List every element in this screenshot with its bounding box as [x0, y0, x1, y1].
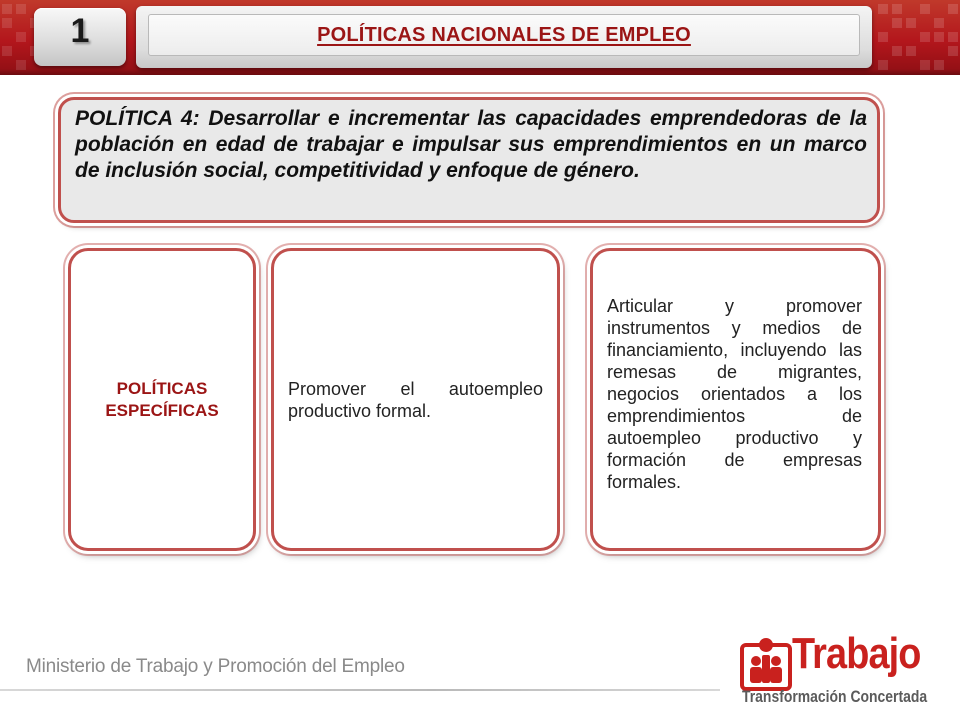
card-financing [590, 248, 881, 551]
card-text: Articular y promover instrumentos y medios de financiamiento, incluyendo las remesas de migrantes, negocios orientados a los emprendimientos de autoempleo productivo y formación de empresas formales. [607, 295, 862, 492]
ministry-name: Ministerio de Trabajo y Promoción del Empleo [26, 656, 405, 677]
people-figures-icon [738, 637, 794, 693]
card-heading: POLÍTICAS ESPECÍFICAS [105, 378, 219, 420]
logo-word: Trabajo [792, 629, 921, 678]
logo-tagline: Transformación Concertada [742, 687, 928, 706]
slide-number: 1 [70, 11, 90, 50]
card-self-employment [271, 248, 560, 551]
footer-divider [0, 689, 720, 691]
header-band [0, 0, 960, 75]
policy-box [58, 97, 880, 223]
title-box [136, 6, 872, 68]
card-specific-policies [68, 248, 256, 551]
title-inner [148, 14, 860, 56]
card-text: Promover el autoempleo productivo formal. [288, 378, 543, 421]
trabajo-logo [738, 629, 938, 709]
page-title: POLÍTICAS NACIONALES DE EMPLEO [317, 23, 691, 46]
policy-text: POLÍTICA 4: Desarrollar e incrementar las capacidades emprendedoras de la población en edad de trabajar e impulsar sus emprendimientos en un marco de inclusión social, competitividad y enfoque de género. [75, 107, 867, 182]
slide-number-badge [34, 8, 126, 66]
header-pattern-right [872, 0, 960, 75]
